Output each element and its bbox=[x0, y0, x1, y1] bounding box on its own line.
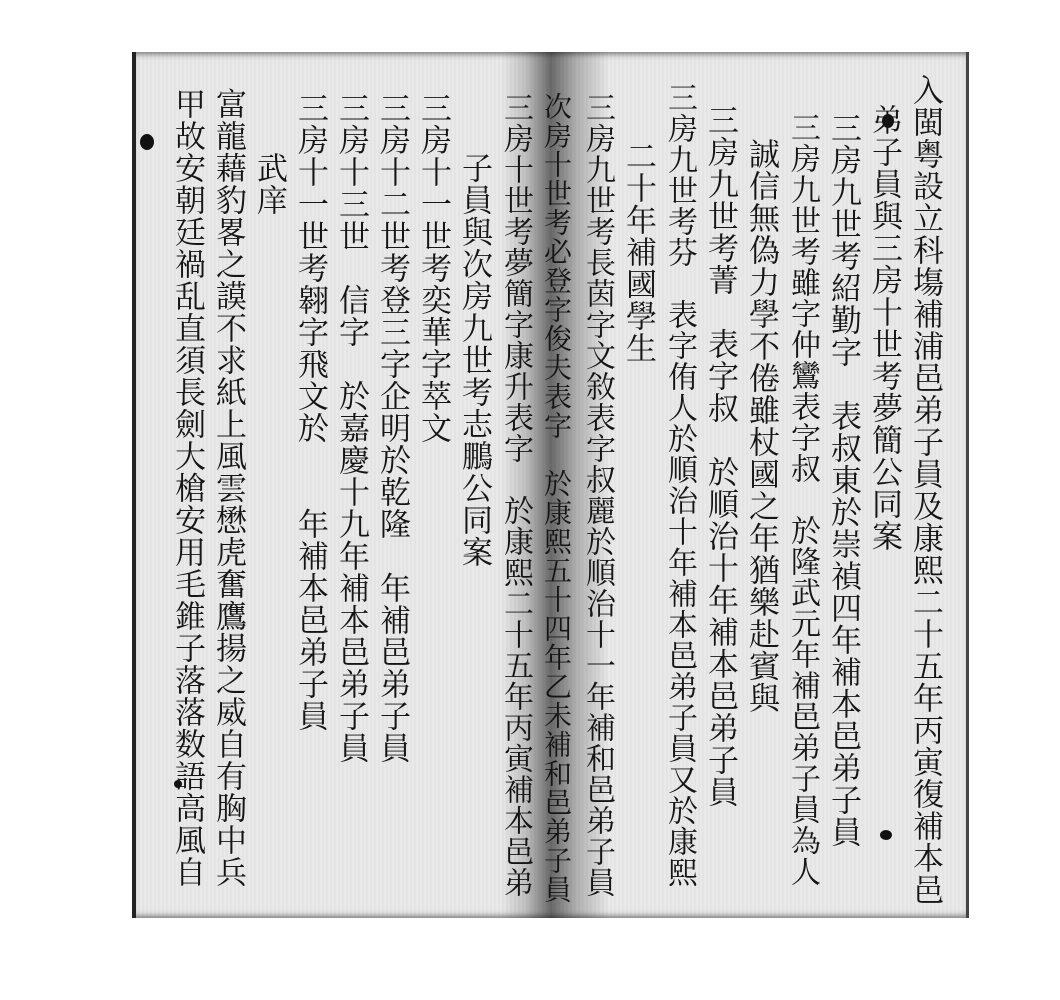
text-column: 入閩粤設立科塲補浦邑弟子員及康熙二十五年丙寅復補本邑 bbox=[907, 74, 943, 906]
text-column: 三房九世考長茵字文敘表字叔麗於順治十一年補和邑弟子員 bbox=[580, 92, 615, 898]
text-column: 三房九世考雖字仲鸞表字叔 於隆武元年補邑弟子員為人 bbox=[785, 112, 820, 887]
text-column: 二十年補國學生 bbox=[620, 140, 656, 364]
text-column: 子員與次房九世考志鵬公同案 bbox=[456, 152, 492, 568]
text-column: 三房十三世 信字 於嘉慶十九年補本邑弟子員 bbox=[333, 92, 369, 764]
text-column: 三房九世考紹勤字 表叔東於崇禎四年補本邑弟子員 bbox=[825, 112, 861, 848]
text-column: 三房十一世考奕華字萃文 bbox=[415, 92, 451, 444]
text-column: 三房十世考夢簡字康升表字 於康熙二十五年丙寅補本邑弟 bbox=[498, 92, 533, 898]
text-column: 武庠 bbox=[251, 152, 287, 216]
text-column: 三房十一世考翱字飛文於 年補本邑弟子員 bbox=[292, 92, 328, 732]
text-column: 弟子員與三房十世考夢簡公同案 bbox=[866, 104, 902, 552]
text-column: 富龍藉豹畧之謨不求紙上風雲懋虎奮鷹揚之威自有胸中兵 bbox=[210, 88, 246, 888]
text-column: 三房九世考芬 表字侑人於順治十年補本邑弟子員又於康熙 bbox=[662, 82, 697, 888]
text-column: 三房十二世考登三字企明於乾隆 年補邑弟子員 bbox=[374, 92, 410, 764]
scanned-page bbox=[132, 52, 969, 918]
text-column: 三房九世考菁 表字叔 於順治十年補本邑弟子員 bbox=[702, 104, 738, 808]
text-column: 誠信無偽力學不倦雖杖國之年猶樂赴賓與 bbox=[743, 138, 779, 714]
binding-hole-mark bbox=[140, 134, 154, 150]
text-column: 甲故安朝廷禍乱直須長劍大槍安用毛錐子落落数語高風自 bbox=[169, 88, 205, 888]
ink-blot-mark bbox=[880, 830, 892, 840]
text-column: 次房十世考必登字俊夫表字 於康熙五十四年乙未補和邑弟子員 bbox=[540, 92, 573, 904]
